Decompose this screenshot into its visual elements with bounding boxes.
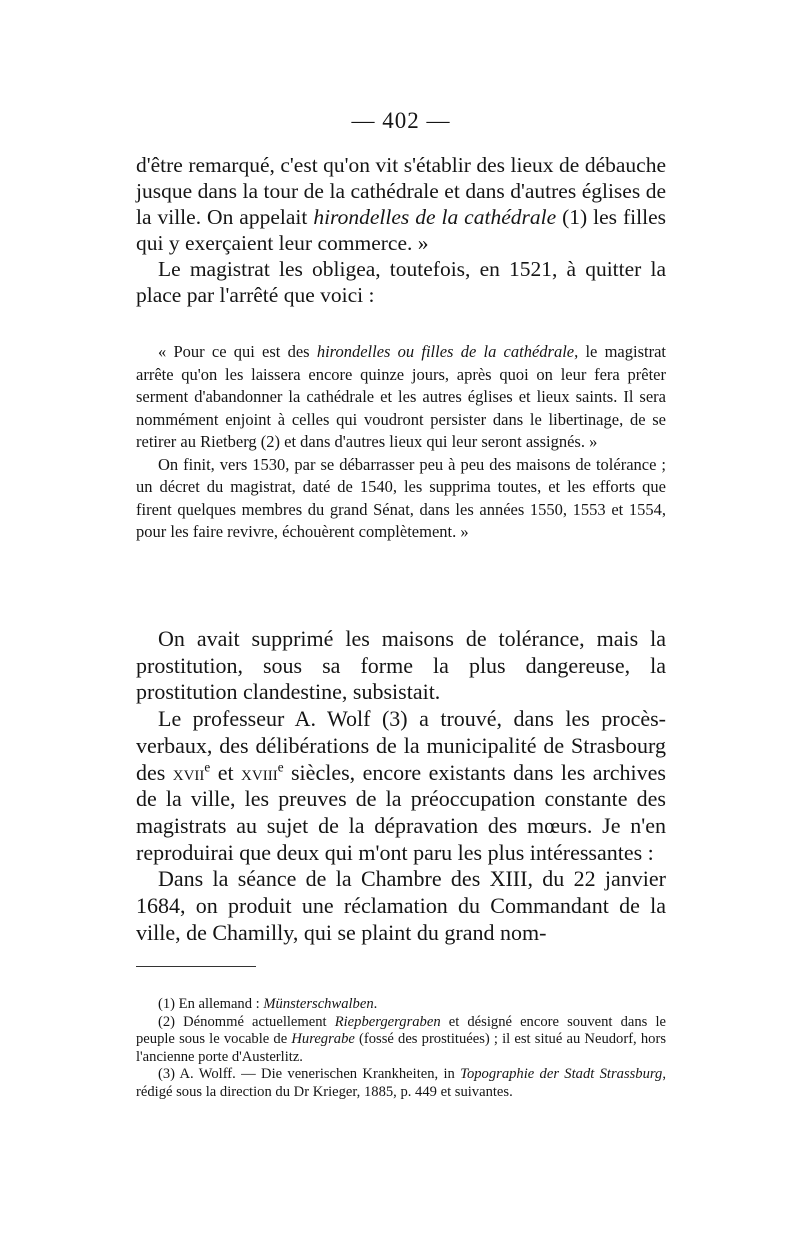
footnote-1: (1) En allemand : Münsterschwalben. [158,996,378,1012]
body-section-2 [136,626,666,946]
paragraph: Le professeur A. Wolf (3) a trouvé, dans les procès-verbaux, des délibérations de la municipalité de Strasbourg des xvii$^e$ et xviii$^e$ siècles, encore existants dans les archives de la ville, les preuves de la préoccupation constante des magistrats au sujet de la dépravation des mœurs. Je n'en reproduirai que deux qui m'ont paru les plus intéressantes : [136,706,666,865]
quote-paragraph: « Pour ce qui est des hirondelles ou filles de la cathédrale, le magistrat arrête qu'on les laissera encore quinze jours, après quoi on leur fera prêter serment d'abandonner la cathédrale et les autres églises et lieux saints. Il sera nommément enjoint à celles qui voudront persister dans le libertinage, de se retirer au Rietberg (2) et dans d'autres lieux qui leur seront assignés. » [136,342,666,451]
paragraph: d'être remarqué, c'est qu'on vit s'établir des lieux de débauche jusque dans la tour de la cathédrale et dans d'autres églises de la ville. On appelait hirondelles de la cathédrale (1) les filles qui y exerçaient leur commerce. » [136,153,666,255]
paragraph: Le magistrat les obligea, toutefois, en 1521, à quitter la place par l'arrêté que voici : [136,257,666,307]
footnotes [136,996,666,1101]
quoted-passage [136,341,666,544]
footnote-3: (3) A. Wolff. — Die venerischen Krankheiten, in Topographie der Stadt Strassburg, rédigé sous la direction du Dr Krieger, 1885, p. 449 et suivantes. [136,1066,666,1100]
paragraph: Dans la séance de la Chambre des XIII, du 22 janvier 1684, on produit une réclamation du Commandant de la ville, de Chamilly, qui se plaint du grand nom- [136,866,666,945]
body-section-1 [136,152,666,308]
italic-term: hirondelles ou filles de la cathédrale [316,342,575,361]
footnote-separator [136,966,256,967]
page-number: — 402 — [351,108,451,133]
paragraph: On avait supprimé les maisons de tolérance, mais la prostitution, sous sa forme la plus dangereuse, la prostitution clandestine, subsistait. [136,626,666,705]
quote-paragraph: On finit, vers 1530, par se débarrasser peu à peu des maisons de tolérance ; un décret du magistrat, daté de 1540, les supprima toutes, et les efforts que firent quelques membres du grand Sénat, dans les années 1550, 1553 et 1554, pour les faire revivre, échouèrent complètement. » [136,454,666,541]
footnote-2: (2) Dénommé actuellement Riepbergergraben et désigné encore souvent dans le peuple sous le vocable de Huregrabe (fossé des prostituées) ; il est situé au Neudorf, hors l'ancienne porte d'Austerlitz. [136,1013,667,1065]
italic-term: hirondelles de la cathédrale [313,205,557,229]
